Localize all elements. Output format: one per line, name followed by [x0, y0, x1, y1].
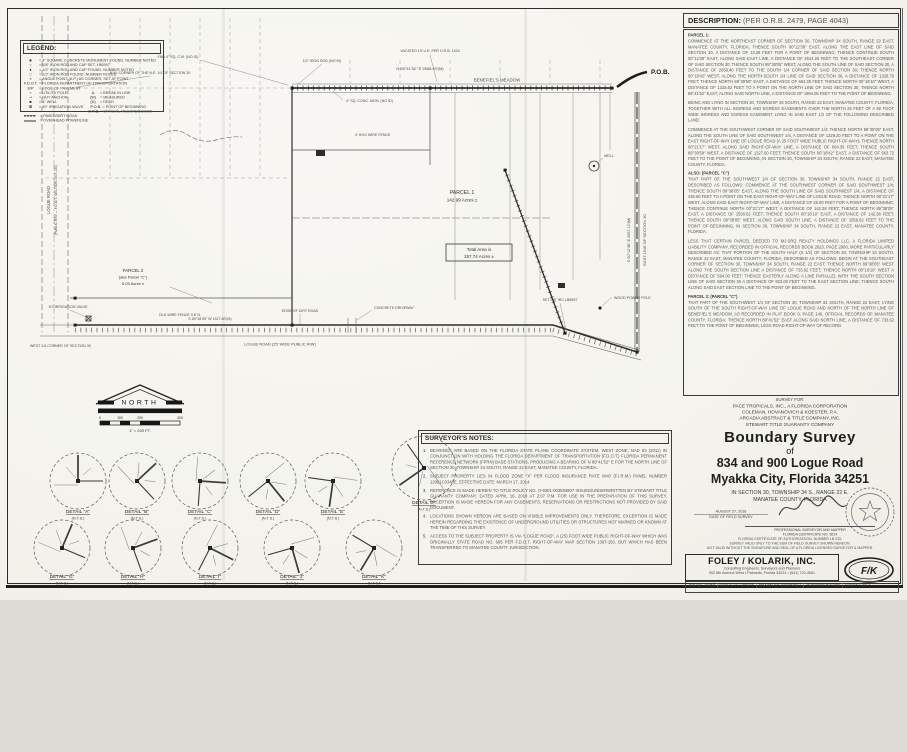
- callout: VACATED 15' U.E. PER O.R.B. 1424: [400, 49, 460, 53]
- surveyor-note: 3. REFERENCE IS MADE HEREIN TO TITLE POLICY NO. O-9301-003594907 ISSUED/UNDERWRITTEN BY STEWART TITLE GUARANTY COMPANY, DATED APRIL 16, 2018 AT 2:07 P.M. FOR USE IN THE PREPARATION OF THIS SURVEY. EXCEPTION IS MADE HEREON FOR ANY EASEMENTS, RESERVATIONS OR RESTRICTIONS NOT PROVIDED BY SAID DOCUMENT.: [423, 488, 667, 511]
- callout: 4" SQ. CONC. MON. (NO ID): [346, 99, 393, 103]
- svg-text:(N.T.S.): (N.T.S.): [55, 581, 69, 586]
- survey-address-2: Myakka City, Florida 34251: [710, 471, 870, 486]
- scale-tick: 0: [99, 416, 101, 420]
- description-title: [684, 14, 898, 27]
- legend-row: × = ANGLE POINT (A.P.) AS CORNER, SET AT POINT: [29, 76, 129, 81]
- firm-logo: [843, 556, 895, 584]
- description-body-box: [683, 29, 899, 396]
- callout: EDGE OF DIRT ROAD: [281, 309, 319, 313]
- svg-text:DETAIL "I": DETAIL "I": [198, 575, 222, 580]
- scale-caption: 1" = 200 FT.: [129, 428, 151, 433]
- footer-checked: CHECKED BY: VDK: [804, 583, 843, 588]
- svg-text:(N.T.S.): (N.T.S.): [193, 516, 207, 521]
- callout: WELL: [604, 154, 614, 158]
- callout: 4' HOG WIRE FENCE: [355, 133, 391, 137]
- legend-row: ○ = 5/8" IRON ROD AND CAP SET, LB6597: [29, 62, 110, 68]
- scale-tick: 100: [117, 416, 123, 420]
- scale-tick: 200: [137, 416, 143, 420]
- description-paragraph-head: PARCEL 1:: [688, 33, 710, 38]
- detail-detailk: [342, 516, 406, 594]
- label-road-left-2: (PUBLIC R/W — F.D.O.T. SECTION 1307-150): [54, 164, 58, 236]
- description-paragraph: THAT PART OF THE SOUTHWEST 1/4 OF SECTION 30, TOWNSHIP 34 SOUTH, RANGE 22 EAST, LYING SOUTH OF THE SOUTH RIGHT-OF-WAY LINE OF LOGUE ROAD AND NORTH OF THE NORTH LINE OF BENEFIEL'S MEADOW, AS RECORDED IN PLAT BOOK 9, PAGE 146, OFFICIAL RECORDS OF MANATEE COUNTY, FLORIDA; THENCE NORTH 89°41'52" EAST ALONG SAID NORTH LINE, A DISTANCE OF 733.62 FEET TO THE POINT OF BEGINNING, LESS ROAD RIGHT-OF-WAY OF RECORD.: [688, 300, 894, 329]
- detail-detailh: [101, 516, 165, 594]
- label-dim-top: N 89°41'52" E 2658.40'(M): [396, 66, 444, 71]
- callout: WOOD POWER POLE: [614, 296, 651, 300]
- svg-text:(N.T.S.): (N.T.S.): [285, 581, 299, 586]
- svg-text:DETAIL "K": DETAIL "K": [361, 575, 387, 580]
- north-label: NORTH: [121, 399, 159, 407]
- north-arrow: [96, 385, 184, 413]
- callout: CONCRETE DRIVEWAY: [374, 306, 414, 310]
- psm-lines: PROFESSIONAL SURVEYOR AND MAPPER FLORIDA CERTIFICATE NO. 5614: [774, 528, 846, 537]
- callout: 1/2" IRON ROD (NO ID): [302, 59, 342, 63]
- svg-text:(N.T.S.): (N.T.S.): [130, 516, 144, 521]
- description-paragraph: LESS THAT CERTAIN PARCEL DEEDED TO MJ-SRQ REALTY HOLDINGS LLC, A FLORIDA LIMITED LIABILITY COMPANY, RECORDED IN OFFICIAL RECORDS BOOK 2623, PAGE 2900, MORE PARTICULARLY DESCRIBED AS: THAT PORTION OF THE SOUTH HALF (S 1/2) OF SECTION 30, TOWNSHIP 34 SOUTH, RANGE 22 EAST, MANATEE COUNTY, FLORIDA, DESCRIBED AS FOLLOWS: BEGIN AT THE SOUTHEAST CORNER OF SECTION 30, TOWNSHIP 34 SOUTH, RANGE 22 EAST; THENCE NORTH 89°38'05" WEST ALONG THE SOUTH SECTION LINE A DISTANCE OF 733.62 FEET; THENCE NORTH 00°16'10" WEST A DISTANCE OF 594.00 FEET; THENCE EASTERLY ALONG A LINE PARALLEL WITH THE SOUTH SECTION LINE OF SAID SECTION 30 A DISTANCE OF 823.00 FEET TO THE EAST SECTION LINE; THENCE SOUTH ALONG SAID EAST SECTION LINE TO THE POINT OF BEGINNING.: [688, 238, 894, 290]
- client-line: ARCADIA ABSTRACT & TITLE COMPANY, INC.: [739, 415, 841, 421]
- legend-row: = PAVED/DIRT ROAD: [24, 114, 160, 119]
- svg-text:(N.T.S.): (N.T.S.): [71, 516, 85, 521]
- surveyor-note: 4. LOCATIONS SHOWN HEREON ARE BASED ON VISIBLE IMPROVEMENTS ONLY. THEREFORE, EXCEPTION IS MADE HEREIN REGARDING THE EXISTENCE OF UNDERGROUND UTILITIES OR STRUCTURES NOT MARKED OR KNOWN AT THE TIME OF THIS SURVEY.: [423, 513, 667, 531]
- legend-row: O.R.B. = OFFICIAL RECORDS BOOK: [88, 108, 153, 114]
- surveyor-note: 2. SUBJECT PROPERTY LIES IN FLOOD ZONE "X" PER FLOOD INSURANCE RATE MAP (F.I.R.M.) PANEL NUMBER 12081C0340E, EFFECTIVE DATE: MARCH 17, 2014.: [423, 473, 667, 485]
- label-road-top: BENEFIEL'S MEADOW: [473, 77, 521, 83]
- svg-text:DETAIL "H": DETAIL "H": [120, 575, 146, 580]
- surveyor-note: 5. ACCESS TO THE SUBJECT PROPERTY IS VIA "LOGUE ROAD", A (25) FOOT WIDE PUBLIC RIGHT-OF-WAY WHICH WAS ORIGINALLY STATE ROAD NO. 695 PER F.D.O.T. RIGHT-OF-WAY MAP SECTION 1307-150, BUT WHICH HAS BEEN TRANSFERRED TO MANATEE COUNTY JURISDICTION.: [423, 533, 667, 551]
- callout: OLD WIRE FENCE 0.8' N.: [158, 313, 202, 317]
- description-paragraph: COMMENCE AT THE NORTHEAST CORNER OF SECTION 30, TOWNSHIP 34 SOUTH, RANGE 22 EAST, MANATEE COUNTY, FLORIDA; THENCE SOUTH 00°12'38" EAST, ALONG THE EAST LINE OF SAID SECTION 30, A DISTANCE OF 13.28 FEET FOR A POINT OF BEGINNING; THENCE CONTINUE SOUTH 00°12'38" EAST, ALONG SAID EAST LINE, A DISTANCE OF 2644.26 FEET TO THE SOUTHEAST CORNER OF SAID SECTION 30; THENCE SOUTH 89°38'05" WEST, ALONG THE SOUTH LINE OF SAID SECTION 30, A DISTANCE OF 2658.40 FEET TO THE SOUTH 1/4 CORNER OF SAID SECTION 30; THENCE NORTH 00°18'42" WEST, ALONG THE NORTH-SOUTH 1/4 LINE OF SAID SECTION 30, A DISTANCE OF 1328.70 FEET; THENCE NORTH 89°39'58" EAST, A DISTANCE OF 664.35 FEET; THENCE NORTH 00°16'10" WEST, A DISTANCE OF 1315.62 FEET TO A POINT ON THE NORTH LINE OF SAID SECTION 30; THENCE NORTH 89°41'52" EAST, ALONG SAID NORTH LINE, A DISTANCE OF 1994.05 FEET TO THE POINT OF BEGINNING.: [688, 39, 894, 96]
- legend-row: ● = 1/2" IRON ROD AND CAP FOUND, NUMBER NOTED: [29, 67, 135, 72]
- location-line-1: IN SECTION 30, TOWNSHIP 34 S., RANGE 22 E.: [731, 489, 849, 496]
- callout: WEST 1/4 CORNER OF SECTION 30: [30, 344, 91, 348]
- field-survey-date: AUGUST 27, 2018 DATE OF FIELD SURVEY: [709, 509, 753, 519]
- firm-box: [685, 554, 839, 581]
- footer-sheet: SHEET 1 OF 1: [845, 582, 871, 587]
- callout: FND 4" SQ. C.M. (NO ID): [157, 55, 199, 59]
- firm-subtitle: [686, 566, 838, 575]
- detail-detaili: [178, 516, 242, 594]
- description-title-text: DESCRIPTION:: [688, 16, 741, 25]
- svg-text:(N.T.S.): (N.T.S.): [367, 581, 381, 586]
- label-parcel2-aka: (aka Parcel "C"): [118, 274, 148, 280]
- disclaimer-line: SURVEY VALID ONLY TO THE SUM OF FIELD SURVEY SHOWN HEREON.: [729, 542, 851, 546]
- label-parcel2-acres: 5.09 Acres ±: [121, 281, 145, 286]
- legend-row: ■ = 4" WELL (D) = DEED: [29, 99, 114, 105]
- svg-text:(N.T.S.): (N.T.S.): [417, 507, 431, 512]
- svg-text:DETAIL "G": DETAIL "G": [49, 575, 75, 580]
- survey-for-label: SURVEY FOR:: [775, 397, 805, 402]
- detail-detailg: [30, 516, 94, 594]
- label-east-line: EAST LINE OF SECTION 30: [642, 214, 647, 266]
- svg-text:DETAIL "B": DETAIL "B": [124, 510, 150, 515]
- legend-row: ⌁ = UTILITY POLE Δ = BREAK IN LINE: [29, 90, 131, 95]
- scale-tick: 400: [177, 416, 183, 420]
- description-paragraph: THAT PART OF THE SOUTHWEST 1/4 OF SECTION 30, TOWNSHIP 34 SOUTH, RANGE 22 EAST, DESCRIBED AS FOLLOWS: COMMENCE AT THE SOUTHWEST CORNER OF SAID SOUTHWEST 1/4; THENCE SOUTH 89°38'05" EAST, ALONG THE SOUTH LINE OF SAID SOUTHWEST 1/4, A DISTANCE OF 436.60 FEET TO A POINT ON THE EAST RIGHT-OF-WAY LINE OF LOGUE ROAD; THENCE NORTH 00°21'17" WEST, ALONG SAID EAST RIGHT-OF-WAY LINE, A DISTANCE OF 25.00 FEET FOR A POINT OF BEGINNING; THENCE CONTINUE NORTH 00°21'17" WEST, A DISTANCE OF 142.38 FEET; THENCE NORTH 89°38'05" EAST, A DISTANCE OF 1558.62 FEET; THENCE SOUTH 00°16'10" EAST, A DISTANCE OF 142.38 FEET; THENCE SOUTH 89°38'05" WEST, ALONG SAID SOUTH LINE, A DISTANCE OF 1558.62 FEET TO THE POINT OF BEGINNING, IN SECTION 30, TOWNSHIP 34 SOUTH, RANGE 22 EAST, MANATEE COUNTY, FLORIDA.: [688, 177, 894, 235]
- label-parcel1: PARCEL 1: [449, 190, 475, 196]
- footer-drawn: DRAWN BY: CANTWELL: [757, 583, 804, 588]
- label-parcel2: PARCEL 2: [122, 268, 144, 273]
- notes-title: SURVEYOR'S NOTES:: [421, 433, 669, 444]
- client-list: [681, 403, 899, 427]
- client-line: STEWART TITLE GUARANTY COMPANY: [745, 421, 835, 427]
- svg-text:DETAIL "A": DETAIL "A": [65, 510, 91, 515]
- client-line: COLEMAN, HOVANOVICH & KOESTER, P.A.: [742, 409, 838, 415]
- survey-address-1: 834 and 900 Logue Road: [716, 456, 864, 470]
- description-paragraph: COMMENCE AT THE SOUTHWEST CORNER OF SAID SOUTHWEST 1/4; THENCE NORTH 89°38'05" EAST, ALONG THE SOUTH LINE OF SAID SOUTHWEST 1/4, A DISTANCE OF 1329.20 FEET TO A POINT ON THE EAST RIGHT-OF-WAY LINE OF LOGUE ROAD (A 25 FOOT WIDE PUBLIC RIGHT-OF-WAY); THENCE NORTH 00°21'17" WEST, ALONG SAID RIGHT-OF-WAY LINE, A DISTANCE OF 664.35 FEET; THENCE SOUTH 89°39'58" WEST, A DISTANCE OF 1327.60 FEET; THENCE SOUTH 00°18'42" EAST, A DISTANCE OF 663.72 FEET TO THE POINT OF BEGINNING, IN SECTION 30, TOWNSHIP 34 SOUTH, RANGE 22 EAST, MANATEE COUNTY, FLORIDA.: [688, 127, 894, 167]
- label-dim-bottom: S 89°38'05" W 1327.60'(M): [188, 317, 232, 321]
- label-total-1: Total Area is: [466, 247, 492, 252]
- label-road-left-1: LOGUE ROAD: [46, 186, 51, 214]
- disclaimer-line: NOT VALID WITHOUT THE SIGNATURE AND SEAL OF A FLORIDA LICENSED SURVEYOR & MAPPER.: [706, 546, 874, 551]
- firm-tagline: Consulting Engineers, Surveyors and Planners: [723, 566, 801, 571]
- firm-name: FOLEY / KOLARIK, INC.: [708, 556, 816, 566]
- legend-row: = OVERHEAD POWERLINE: [24, 118, 160, 123]
- svg-text:DETAIL "E": DETAIL "E": [320, 510, 346, 515]
- firm-logo-text: F/K: [860, 566, 878, 577]
- description-paragraphs: [688, 33, 894, 329]
- client-line: PACE TROPICALS, INC., A FLORIDA CORPORATION: [732, 403, 848, 409]
- survey-title-of: of: [786, 446, 794, 456]
- label-dim-east: S 00°12'38" E 2657.12'(M): [627, 217, 631, 263]
- detail-detailf: [388, 432, 460, 518]
- description-paragraph: BEING AND LYING IN SECTION 30, TOWNSHIP 34 SOUTH, RANGE 22 EAST, MANATEE COUNTY, FLORIDA, TOGETHER WITH ALL INGRESS AND EGRESS EASEMENTS OVER THE NORTH 25 FEET OF A 50 FOOT WIDE INGRESS AND EGRESS EASEMENT LYING IN SAID EAST 1/2 OF THE FOLLOWING DESCRIBED LAND.: [688, 100, 894, 123]
- svg-text:(N.T.S.): (N.T.S.): [126, 581, 140, 586]
- svg-text:(N.T.S.): (N.T.S.): [203, 581, 217, 586]
- callout: 10" IRRIGATION VALVE: [48, 305, 88, 309]
- detail-detailj: [260, 516, 324, 594]
- disclaimer-line: FLORIDA CERTIFICATE OF AUTHORIZATION, NUMBER LB 233.: [738, 537, 842, 541]
- svg-text:DETAIL "F": DETAIL "F": [412, 501, 436, 506]
- legend-row: ⊠ = 10" IRRIGATION VALVE P.O.B. = POINT OF BEGINNING: [28, 104, 146, 109]
- legend-row: □ = 1/2" IRON ROD FOUND, NUMBER NOTED: [29, 71, 117, 77]
- legend-row: F.D.O.T. = FLORIDA DEPARTMENT OF TRANSPORTATION: [24, 81, 128, 86]
- legend-title: LEGEND:: [23, 43, 161, 54]
- legend-row: E/P = EDGE OF PAVEMENT: [27, 85, 81, 91]
- scale-bar: [99, 416, 183, 433]
- legend-row: ■ = 4" SQUARE CONCRETE MONUMENT FOUND, NUMBER NOTED: [29, 58, 156, 63]
- label-pob: P.O.B.: [651, 69, 670, 76]
- surveyor-signature: [777, 495, 849, 521]
- legend-row: ⊸ = GUY ANCHOR (M) = MEASURED: [28, 95, 125, 100]
- footer-job: JOB NO. 19768: [686, 583, 717, 588]
- location-line-2: MANATEE COUNTY, FLORIDA: [753, 496, 827, 503]
- label-road-bottom: LOGUE ROAD (25' WIDE PUBLIC R/W): [244, 341, 316, 347]
- callout: N.W. CORNER OF THE N.E. 1/4 OF SECTION 30: [109, 71, 191, 75]
- svg-text:DETAIL "D": DETAIL "D": [255, 510, 281, 515]
- survey-title: Boundary Survey: [724, 429, 856, 446]
- footer-strip: [685, 581, 899, 593]
- logue-road-east-west: [40, 325, 641, 360]
- signature-area: [681, 497, 899, 539]
- firm-address: 302 6th Avenue West • Palmetto, Florida 34221 • (941) 722-4561: [708, 570, 816, 576]
- description-title-suffix: (PER O.R.B. 2479, PAGE 4043): [743, 16, 849, 25]
- svg-text:DETAIL "C": DETAIL "C": [187, 510, 213, 515]
- label-total-2: 157.74 Acres ±: [464, 254, 494, 259]
- svg-text:DETAIL "J": DETAIL "J": [280, 575, 304, 580]
- legend-rows: [24, 58, 160, 123]
- footer-scale: SCALE: 1" = 200 FT.: [717, 583, 757, 588]
- svg-text:(N.T.S.): (N.T.S.): [261, 516, 275, 521]
- description-header-box: [683, 13, 899, 28]
- surveyor-note: 1. BEARINGS ARE BASED ON THE FLORIDA STATE PLANE COORDINATE SYSTEM, WEST ZONE, NAD 83 (2011) IN CONJUNCTION WITH HOLDING THE FLORIDA DEPARTMENT OF TRANSPORTATION (F.D.O.T.) FLORIDA PERMANENT REFERENCE NETWORK (FPRN) BASE STATIONS, PRODUCING A BEARING OF N 89°41'52" E FOR THE NORTH LINE OF SECTION 30, TOWNSHIP 34 SOUTH, RANGE 22 EAST, MANATEE COUNTY, FLORIDA.: [423, 448, 667, 471]
- description-paragraph-head: ALSO: (PARCEL "C"): [688, 171, 730, 176]
- description-paragraph-head: PARCEL 2: (PARCEL "C"): [688, 294, 738, 299]
- title-block: [681, 397, 899, 587]
- callout: SET 5/8" IRC LB6597: [542, 298, 578, 302]
- svg-text:(N.T.S.): (N.T.S.): [326, 516, 340, 521]
- disclaimer-lines: [681, 537, 899, 551]
- label-parcel1-acres: 142.99 Acres ±: [446, 197, 478, 203]
- interior-lines: [70, 88, 610, 333]
- legend-box: [20, 40, 164, 123]
